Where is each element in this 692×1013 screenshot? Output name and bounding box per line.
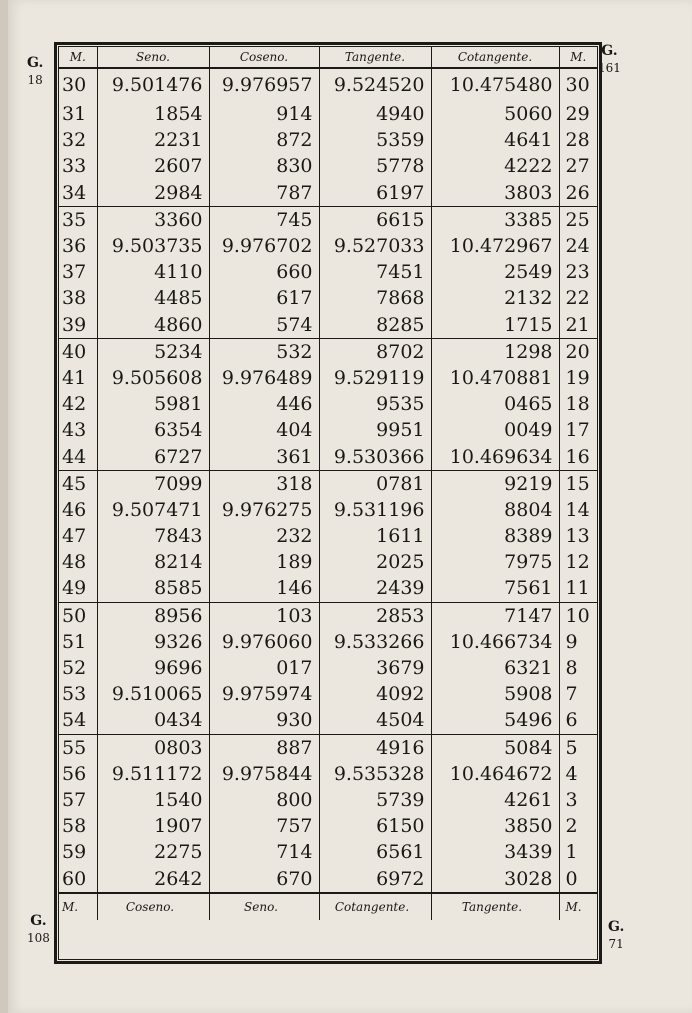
cell-cosine: 617: [209, 285, 319, 311]
footer-tangent: Tangente.: [431, 893, 559, 920]
footer-cosine: Coseno.: [97, 893, 209, 920]
cell-cosine: 830: [209, 153, 319, 179]
table-row: [59, 839, 597, 865]
cell-sine: 8214: [97, 549, 209, 575]
footer-sine: Seno.: [209, 893, 319, 920]
row-minute: 37: [59, 259, 97, 285]
cell-cosine: 361: [209, 443, 319, 470]
cell-sine: 9.505608: [97, 365, 209, 391]
cell-tangent: 9.531196: [319, 497, 431, 523]
table-row: [59, 153, 597, 179]
corner-number: 161: [598, 61, 621, 75]
corner-label: G.: [608, 919, 625, 935]
cell-cosine: 887: [209, 734, 319, 761]
table-row: [59, 813, 597, 839]
table-row: [59, 629, 597, 655]
row-minute: 31: [59, 101, 97, 127]
cell-tangent: 4916: [319, 734, 431, 761]
cell-sine: 2984: [97, 180, 209, 207]
cell-cotangent: 3385: [431, 206, 559, 233]
cell-tangent: 2439: [319, 575, 431, 602]
row-minute: 43: [59, 417, 97, 443]
row-minute: 34: [59, 180, 97, 207]
cell-cotangent: 0049: [431, 417, 559, 443]
cell-cotangent: 3850: [431, 813, 559, 839]
cell-cosine: 103: [209, 602, 319, 629]
cell-sine: 6727: [97, 443, 209, 470]
cell-sine: 9.503735: [97, 233, 209, 259]
cell-cosine: 872: [209, 127, 319, 153]
cell-tangent: 9.530366: [319, 443, 431, 470]
row-minute: 32: [59, 127, 97, 153]
row-minute-complement: 21: [559, 312, 597, 339]
corner-degree-bottom-left: [27, 914, 50, 944]
cell-cotangent: 3803: [431, 180, 559, 207]
row-minute-complement: 24: [559, 233, 597, 259]
cell-cosine: 9.976275: [209, 497, 319, 523]
cell-cosine: 9.975974: [209, 681, 319, 707]
row-minute-complement: 9: [559, 629, 597, 655]
cell-cotangent: 10.470881: [431, 365, 559, 391]
cell-cotangent: 7561: [431, 575, 559, 602]
row-minute-complement: 12: [559, 549, 597, 575]
row-minute-complement: 4: [559, 761, 597, 787]
cell-sine: 7099: [97, 470, 209, 497]
cell-cotangent: 2549: [431, 259, 559, 285]
cell-sine: 4485: [97, 285, 209, 311]
cell-cotangent: 5908: [431, 681, 559, 707]
cell-tangent: 7868: [319, 285, 431, 311]
cell-sine: 2642: [97, 865, 209, 892]
cell-tangent: 2853: [319, 602, 431, 629]
corner-number: 108: [27, 931, 50, 945]
cell-sine: 9.510065: [97, 681, 209, 707]
table-row: [59, 707, 597, 734]
cell-sine: 0434: [97, 707, 209, 734]
row-minute-complement: 14: [559, 497, 597, 523]
row-minute-complement: 3: [559, 787, 597, 813]
row-minute-complement: 16: [559, 443, 597, 470]
cell-tangent: 4940: [319, 101, 431, 127]
table-row: [59, 523, 597, 549]
row-minute-complement: 1: [559, 839, 597, 865]
cell-cotangent: 8804: [431, 497, 559, 523]
cell-sine: 9.501476: [97, 68, 209, 101]
row-minute: 33: [59, 153, 97, 179]
footer-cotangent: Cotangente.: [319, 893, 431, 920]
cell-cosine: 9.976957: [209, 68, 319, 101]
table-row: [59, 734, 597, 761]
row-minute-complement: 29: [559, 101, 597, 127]
row-minute: 55: [59, 734, 97, 761]
row-minute-complement: 27: [559, 153, 597, 179]
cell-tangent: 6615: [319, 206, 431, 233]
row-minute: 54: [59, 707, 97, 734]
cell-tangent: 9.524520: [319, 68, 431, 101]
cell-tangent: 9.527033: [319, 233, 431, 259]
row-minute-complement: 0: [559, 865, 597, 892]
table-row: [59, 602, 597, 629]
cell-tangent: 6150: [319, 813, 431, 839]
row-minute-complement: 13: [559, 523, 597, 549]
cell-tangent: 7451: [319, 259, 431, 285]
row-minute: 58: [59, 813, 97, 839]
row-minute-complement: 22: [559, 285, 597, 311]
cell-tangent: 6561: [319, 839, 431, 865]
cell-sine: 3360: [97, 206, 209, 233]
footer-row: [59, 893, 597, 920]
cell-cotangent: 3439: [431, 839, 559, 865]
cell-cotangent: 4222: [431, 153, 559, 179]
cell-cotangent: 1298: [431, 338, 559, 365]
cell-tangent: 3679: [319, 655, 431, 681]
row-minute: 45: [59, 470, 97, 497]
cell-cosine: 318: [209, 470, 319, 497]
row-minute: 47: [59, 523, 97, 549]
cell-sine: 9.507471: [97, 497, 209, 523]
row-minute: 57: [59, 787, 97, 813]
cell-sine: 0803: [97, 734, 209, 761]
cell-sine: 9.511172: [97, 761, 209, 787]
cell-cotangent: 10.466734: [431, 629, 559, 655]
cell-cosine: 574: [209, 312, 319, 339]
table-row: [59, 206, 597, 233]
cell-cosine: 446: [209, 391, 319, 417]
cell-sine: 8585: [97, 575, 209, 602]
cell-tangent: 5778: [319, 153, 431, 179]
cell-cotangent: 7147: [431, 602, 559, 629]
row-minute: 35: [59, 206, 97, 233]
cell-sine: 7843: [97, 523, 209, 549]
cell-sine: 9326: [97, 629, 209, 655]
cell-sine: 1540: [97, 787, 209, 813]
row-minute-complement: 2: [559, 813, 597, 839]
cell-cosine: 404: [209, 417, 319, 443]
cell-cosine: 757: [209, 813, 319, 839]
table-row: [59, 391, 597, 417]
table-row: [59, 761, 597, 787]
cell-sine: 5234: [97, 338, 209, 365]
cell-cosine: 146: [209, 575, 319, 602]
cell-tangent: 9.533266: [319, 629, 431, 655]
row-minute-complement: 7: [559, 681, 597, 707]
cell-cotangent: 9219: [431, 470, 559, 497]
table-row: [59, 365, 597, 391]
table-row: [59, 127, 597, 153]
row-minute-complement: 30: [559, 68, 597, 101]
cell-tangent: 8285: [319, 312, 431, 339]
table-row: [59, 443, 597, 470]
cell-cotangent: 5084: [431, 734, 559, 761]
trig-log-table: [59, 47, 597, 920]
cell-cosine: 189: [209, 549, 319, 575]
row-minute: 39: [59, 312, 97, 339]
cell-cotangent: 8389: [431, 523, 559, 549]
cell-tangent: 1611: [319, 523, 431, 549]
corner-label: G.: [30, 913, 47, 929]
row-minute-complement: 10: [559, 602, 597, 629]
row-minute-complement: 11: [559, 575, 597, 602]
row-minute-complement: 15: [559, 470, 597, 497]
cell-tangent: 8702: [319, 338, 431, 365]
row-minute: 41: [59, 365, 97, 391]
header-sine: Seno.: [97, 47, 209, 68]
cell-sine: 4110: [97, 259, 209, 285]
row-minute-complement: 19: [559, 365, 597, 391]
row-minute: 38: [59, 285, 97, 311]
row-minute: 51: [59, 629, 97, 655]
row-minute: 42: [59, 391, 97, 417]
table-row: [59, 865, 597, 892]
row-minute: 49: [59, 575, 97, 602]
cell-cosine: 930: [209, 707, 319, 734]
cell-cotangent: 4261: [431, 787, 559, 813]
cell-cosine: 017: [209, 655, 319, 681]
cell-cotangent: 7975: [431, 549, 559, 575]
corner-degree-top-left: [27, 56, 43, 86]
cell-cotangent: 3028: [431, 865, 559, 892]
cell-cosine: 9.975844: [209, 761, 319, 787]
cell-cosine: 914: [209, 101, 319, 127]
cell-tangent: 2025: [319, 549, 431, 575]
cell-cotangent: 0465: [431, 391, 559, 417]
table-row: [59, 338, 597, 365]
cell-cotangent: 4641: [431, 127, 559, 153]
cell-cosine: 532: [209, 338, 319, 365]
cell-cosine: 714: [209, 839, 319, 865]
cell-cotangent: 6321: [431, 655, 559, 681]
cell-sine: 4860: [97, 312, 209, 339]
row-minute: 56: [59, 761, 97, 787]
table-row: [59, 259, 597, 285]
row-minute: 40: [59, 338, 97, 365]
cell-sine: 8956: [97, 602, 209, 629]
header-cotangent: Cotangente.: [431, 47, 559, 68]
cell-tangent: 6972: [319, 865, 431, 892]
table-row: [59, 575, 597, 602]
cell-tangent: 5739: [319, 787, 431, 813]
row-minute-complement: 23: [559, 259, 597, 285]
cell-sine: 2275: [97, 839, 209, 865]
corner-number: 18: [27, 73, 43, 87]
row-minute-complement: 6: [559, 707, 597, 734]
table-row: [59, 417, 597, 443]
table-row: [59, 655, 597, 681]
table-row: [59, 180, 597, 207]
cell-tangent: 9.535328: [319, 761, 431, 787]
cell-cotangent: 10.464672: [431, 761, 559, 787]
row-minute: 36: [59, 233, 97, 259]
cell-tangent: 9.529119: [319, 365, 431, 391]
cell-tangent: 9535: [319, 391, 431, 417]
cell-cotangent: 5060: [431, 101, 559, 127]
table-row: [59, 312, 597, 339]
table-row: [59, 470, 597, 497]
cell-tangent: 4504: [319, 707, 431, 734]
cell-tangent: 0781: [319, 470, 431, 497]
table-row: [59, 497, 597, 523]
row-minute: 59: [59, 839, 97, 865]
cell-cotangent: 10.472967: [431, 233, 559, 259]
cell-sine: 9696: [97, 655, 209, 681]
row-minute: 44: [59, 443, 97, 470]
table-body: [59, 68, 597, 893]
row-minute: 46: [59, 497, 97, 523]
row-minute-complement: 5: [559, 734, 597, 761]
table-row: [59, 681, 597, 707]
row-minute: 48: [59, 549, 97, 575]
row-minute-complement: 20: [559, 338, 597, 365]
footer-minutes: M.: [59, 893, 97, 920]
header-minutes: M.: [59, 47, 97, 68]
cell-cosine: 670: [209, 865, 319, 892]
cell-cosine: 800: [209, 787, 319, 813]
cell-tangent: 9951: [319, 417, 431, 443]
row-minute: 53: [59, 681, 97, 707]
cell-cotangent: 10.475480: [431, 68, 559, 101]
corner-degree-bottom-right: [608, 920, 624, 950]
row-minute: 50: [59, 602, 97, 629]
cell-cotangent: 1715: [431, 312, 559, 339]
row-minute-complement: 8: [559, 655, 597, 681]
cell-sine: 2607: [97, 153, 209, 179]
corner-number: 71: [608, 937, 624, 951]
cell-cosine: 9.976060: [209, 629, 319, 655]
table-row: [59, 101, 597, 127]
cell-tangent: 4092: [319, 681, 431, 707]
corner-label: G.: [601, 43, 618, 59]
cell-cosine: 9.976489: [209, 365, 319, 391]
footer-minutes-right: M.: [559, 893, 597, 920]
cell-cosine: 787: [209, 180, 319, 207]
cell-sine: 1907: [97, 813, 209, 839]
corner-label: G.: [27, 55, 44, 71]
cell-cosine: 9.976702: [209, 233, 319, 259]
row-minute-complement: 17: [559, 417, 597, 443]
cell-tangent: 6197: [319, 180, 431, 207]
cell-sine: 5981: [97, 391, 209, 417]
table-row: [59, 285, 597, 311]
row-minute-complement: 18: [559, 391, 597, 417]
cell-cotangent: 10.469634: [431, 443, 559, 470]
row-minute-complement: 25: [559, 206, 597, 233]
row-minute: 60: [59, 865, 97, 892]
cell-sine: 6354: [97, 417, 209, 443]
row-minute: 30: [59, 68, 97, 101]
header-minutes-right: M.: [559, 47, 597, 68]
row-minute: 52: [59, 655, 97, 681]
table-row: [59, 549, 597, 575]
header-row: [59, 47, 597, 68]
table-row: [59, 787, 597, 813]
cell-cosine: 745: [209, 206, 319, 233]
cell-cotangent: 2132: [431, 285, 559, 311]
cell-sine: 1854: [97, 101, 209, 127]
table-row: [59, 68, 597, 101]
header-tangent: Tangente.: [319, 47, 431, 68]
cell-tangent: 5359: [319, 127, 431, 153]
row-minute-complement: 28: [559, 127, 597, 153]
cell-sine: 2231: [97, 127, 209, 153]
table-row: [59, 233, 597, 259]
header-cosine: Coseno.: [209, 47, 319, 68]
cell-cotangent: 5496: [431, 707, 559, 734]
row-minute-complement: 26: [559, 180, 597, 207]
cell-cosine: 660: [209, 259, 319, 285]
cell-cosine: 232: [209, 523, 319, 549]
